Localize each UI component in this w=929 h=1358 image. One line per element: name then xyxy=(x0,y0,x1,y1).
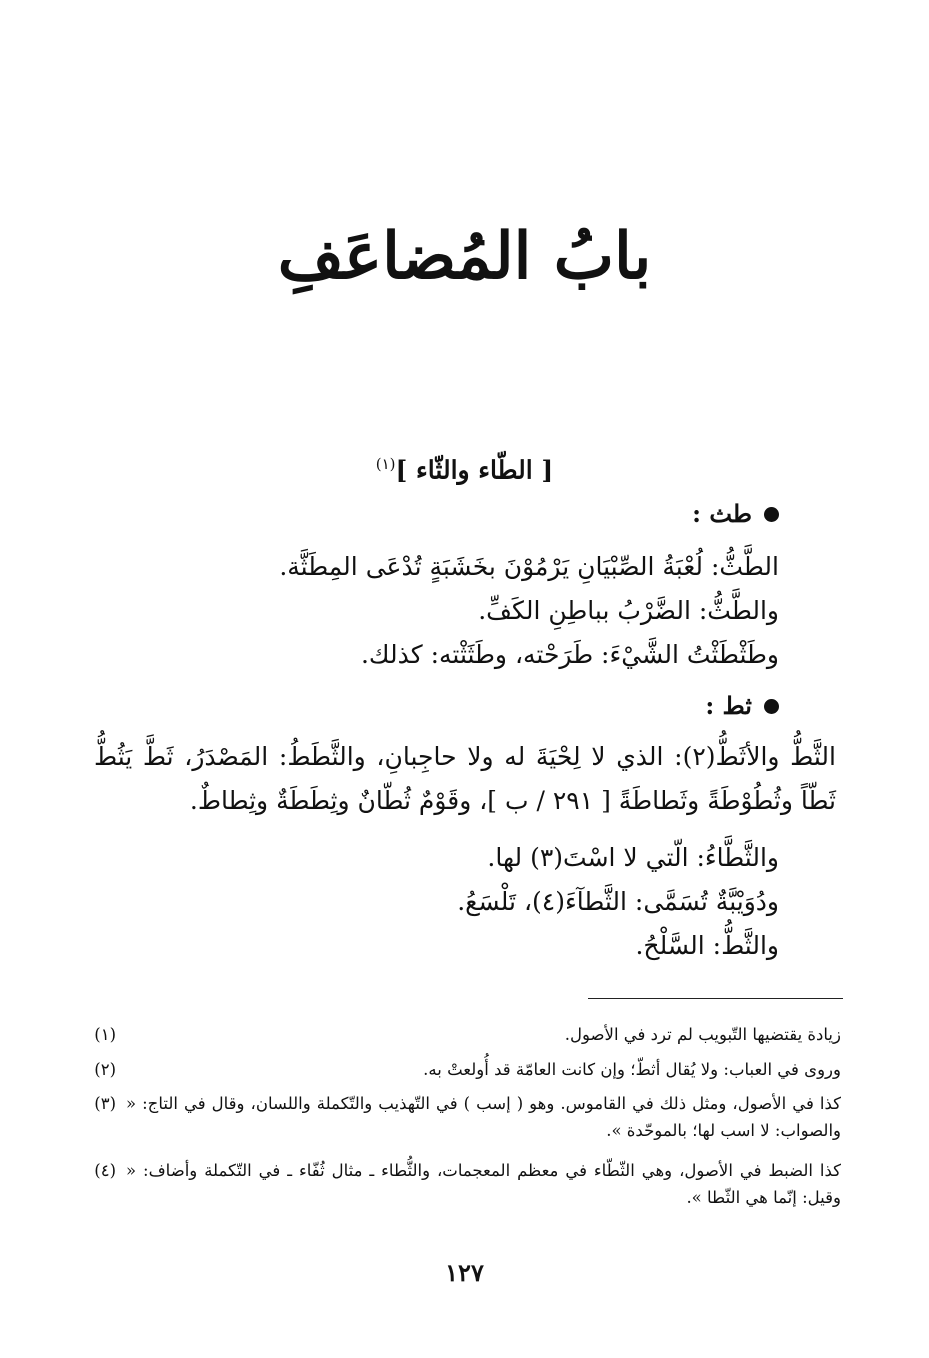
bullet-icon xyxy=(764,507,779,522)
page-number: ١٢٧ xyxy=(445,1258,484,1287)
entry-line: ودُوَيْبَّةٌ تُسَمَّى: الثَّطآءَ(٤)، تَلْسَعُ. xyxy=(457,887,779,916)
section-heading-text: [ الطّاء والثّاء ] xyxy=(395,455,554,485)
entry-head-label: ثط : xyxy=(705,691,752,720)
entry-head-tath xyxy=(692,496,779,532)
footnote-number: (٤) xyxy=(94,1161,116,1180)
footnote-number: (٣) xyxy=(94,1094,116,1113)
footnote-2 xyxy=(86,1056,841,1083)
bullet-icon xyxy=(764,699,779,714)
footnote-number: (١) xyxy=(94,1025,116,1044)
entry-line: والطَّثُّ: الضَّرْبُ بباطِنِ الكَفِّ. xyxy=(478,596,779,625)
footnote-text: كذا في الأصول، ومثل ذلك في القاموس. وهو ( إسب ) في التّهذيب والتّكملة واللسان، وقال في التاج: « والصواب: لا اسب لها؛ بالموحّدة ». xyxy=(126,1094,841,1140)
footnote-text: زيادة يقتضيها التّبويب لم ترد في الأصول. xyxy=(564,1025,841,1044)
entry-paragraph: الثَّطُّ والأثَطُّ(٢): الذي لا لِحْيَةَ له ولا حاجِبانِ، والثَّطَطُ: المَصْدَرُ، ثَطَّ يَثُطُّ ثَطّاً وثُطُوْطَةً وثَطاطَةً [ ٢٩١ / ب ]، وقَوْمٌ ثُطّانٌ وثِطَطَةٌ وثِطاطٌ. xyxy=(94,742,836,815)
entry-line: وطَثْطَثْتُ الشَّيْءَ: طَرَحْته، وطَثَثْته: كذلك. xyxy=(360,640,779,669)
footnote-ref-1: (١) xyxy=(375,455,396,473)
entry-head-thatt xyxy=(705,688,779,724)
entry-line: والثَّطُّ: السَّلْحُ. xyxy=(635,931,779,960)
entry-line: الطَّثُّ: لُعْبَةُ الصِّبْيَانِ يَرْمُوْنَ بخَشَبَةٍ تُدْعَى المِطَثَّة. xyxy=(279,552,779,581)
footnote-text: كذا الضبط في الأصول، وهي الثّطّاء في معظم المعجمات، والثُّطاء ـ مثال ثُفّاء ـ في التّكملة وأضاف: « وقيل: إنّما هي الثّطا ». xyxy=(126,1161,841,1207)
chapter-title: بابُ المُضاعَفِ xyxy=(277,219,652,294)
entry-line: والثَّطَّاءُ: الّتي لا اسْتَ(٣) لها. xyxy=(487,843,779,872)
footnote-text: وروى في العباب: ولا يُقال أثطّ؛ وإن كانت العامّة قد أُولعتْ به. xyxy=(423,1060,841,1079)
entry-head-label: طث : xyxy=(692,499,752,528)
footnote-separator xyxy=(588,998,843,999)
footnote-number: (٢) xyxy=(94,1060,116,1079)
footnote-1 xyxy=(86,1021,841,1048)
section-heading xyxy=(0,444,929,490)
footnote-4 xyxy=(86,1157,841,1211)
footnote-3 xyxy=(86,1090,841,1144)
